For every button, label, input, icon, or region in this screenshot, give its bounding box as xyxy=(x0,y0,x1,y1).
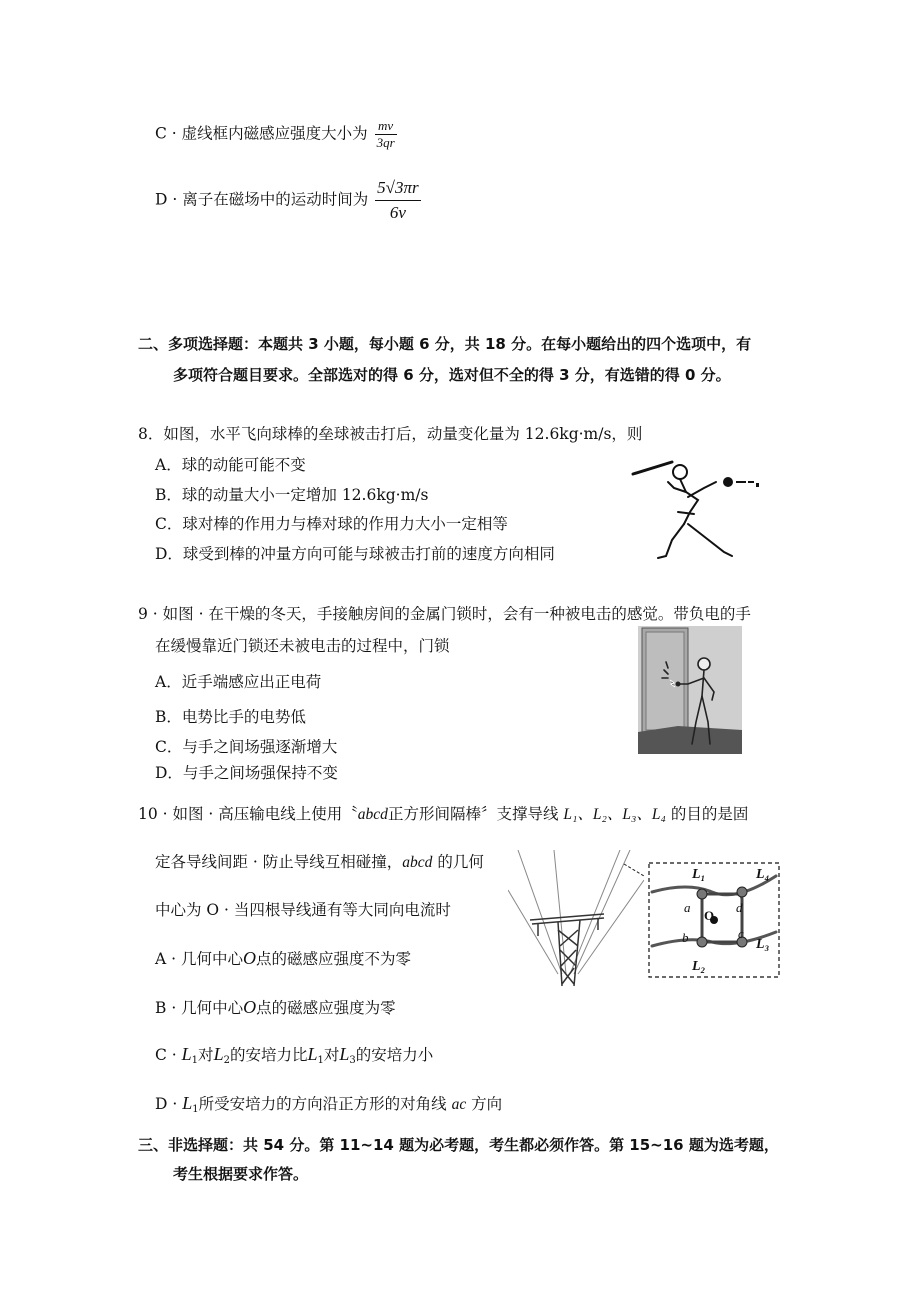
transmission-tower-figure xyxy=(508,850,644,986)
q10-c-l3: L xyxy=(307,1044,318,1064)
q7-option-c-text: C · 虚线框内磁感应强度大小为 xyxy=(155,124,368,143)
label-l2: L₂ xyxy=(692,959,706,974)
q9-stem-line2: 在缓慢靠近门锁还未被电击的过程中，门锁 xyxy=(155,637,450,655)
q10-stem-line1 xyxy=(138,804,748,825)
q9-option-c: C．与手之间场强逐渐增大 xyxy=(155,738,338,756)
q10-d-l-sub: 1 xyxy=(192,1104,199,1115)
q10-a-pre: A · 几何中心 xyxy=(155,950,243,968)
q7-option-c xyxy=(155,118,397,151)
label-c: c xyxy=(738,926,744,941)
q10-stem2-abcd: abcd xyxy=(402,854,433,871)
q7-option-d-text: D · 离子在磁场中的运动时间为 xyxy=(155,190,369,209)
q9-option-a: A．近手端感应出正电荷 xyxy=(155,673,322,691)
q10-stem-pre: 10 · 如图 · 高压输电线上使用〝 xyxy=(138,805,358,823)
q10-stem-line2 xyxy=(155,852,484,873)
q8-stem: 8．如图，水平飞向球棒的垒球被击打后，动量变化量为 12.6kg·m/s，则 xyxy=(138,425,643,443)
label-o: O xyxy=(704,908,715,923)
door-figure xyxy=(638,626,742,754)
q10-c-l1: L xyxy=(181,1044,192,1064)
q10-c-l1-sub: 1 xyxy=(191,1055,199,1066)
q10-d-t: 所受安培力的方向沿正方形的对角线 xyxy=(198,1095,447,1113)
batter-figure xyxy=(628,452,762,564)
q10-stem2-pre: 定各导线间距 · 防止导线互相碰撞， xyxy=(155,853,403,871)
q7-option-d xyxy=(155,176,421,225)
section3-line1: 三、非选择题：共 54 分。第 11~14 题为必考题，考生都必须作答。第 15~16 题为选考题， xyxy=(138,1136,779,1154)
section2-line1: 二、多项选择题：本题共 3 小题，每小题 6 分，共 18 分。在每小题给出的四个选项中，有 xyxy=(138,335,752,353)
q7-d-numerator: 5√3πr xyxy=(375,176,420,201)
q10-stem2-post: 的几何 xyxy=(437,853,484,871)
q7-option-c-fraction xyxy=(375,118,397,151)
q10-stem-line3: 中心为 O · 当四根导线通有等大同向电流时 xyxy=(155,901,451,919)
label-l3: L₃ xyxy=(756,937,770,952)
label-l4: L₄ xyxy=(756,867,770,882)
q9-option-b: B．电势比手的电势低 xyxy=(155,708,306,726)
q7-c-denominator: 3qr xyxy=(376,135,395,150)
q10-b-post: 点的磁感应强度为零 xyxy=(256,999,396,1017)
q10-c-t2: 的安培力比 xyxy=(229,1046,308,1064)
label-d: d xyxy=(736,900,743,915)
q10-stem-mid: 正方形间隔棒〞支撑导线 xyxy=(387,805,559,823)
q9-stem-line1: 9 · 如图 · 在干燥的冬天，手接触房间的金属门锁时，会有一种被电击的感觉。带负电的手 xyxy=(138,605,751,623)
q10-stem-post: 的目的是固 xyxy=(670,805,749,823)
label-l1: L₁ xyxy=(692,867,706,882)
q7-d-denominator: 6v xyxy=(389,203,406,222)
q8-option-c: C．球对棒的作用力与棒对球的作用力大小一定相等 xyxy=(155,515,508,533)
q10-option-d xyxy=(155,1093,502,1120)
q9-option-d: D．与手之间场强保持不变 xyxy=(155,764,338,782)
q10-c-l3-sub: 1 xyxy=(317,1055,324,1066)
q7-option-d-fraction xyxy=(375,176,420,225)
q10-d-pre: D · xyxy=(155,1095,178,1113)
q10-d-l: L xyxy=(182,1093,193,1113)
q10-option-c xyxy=(155,1044,433,1071)
q10-c-l4: L xyxy=(339,1044,350,1064)
section3-line2: 考生根据要求作答。 xyxy=(173,1165,309,1183)
spacer-detail-figure xyxy=(648,862,780,978)
label-a: a xyxy=(684,900,691,915)
q10-c-l2-sub: 2 xyxy=(223,1055,230,1066)
q10-b-o: O xyxy=(243,997,257,1017)
q8-option-a: A．球的动能可能不变 xyxy=(155,456,306,474)
q8-option-d: D．球受到棒的冲量方向可能与球被击打前的速度方向相同 xyxy=(155,545,555,563)
q10-option-a xyxy=(155,948,411,969)
q10-c-l2: L xyxy=(213,1044,224,1064)
q10-stem-lines: L₁、L₂、L₃、L₄ xyxy=(563,806,666,823)
q10-a-o: O xyxy=(242,948,256,968)
q10-stem-abcd: abcd xyxy=(357,806,388,823)
q10-a-post: 点的磁感应强度不为零 xyxy=(255,950,411,968)
q10-b-pre: B · 几何中心 xyxy=(155,999,244,1017)
label-b: b xyxy=(682,930,689,945)
q8-option-b: B．球的动量大小一定增加 12.6kg·m/s xyxy=(155,486,429,504)
q10-c-t4: 的安培力小 xyxy=(355,1046,434,1064)
q10-c-t3: 对 xyxy=(323,1046,340,1064)
section2-line2: 多项符合题目要求。全部选对的得 6 分，选对但不全的得 3 分，有选错的得 0 分。 xyxy=(173,366,731,384)
q10-c-l4-sub: 3 xyxy=(349,1055,356,1066)
q10-d-end: 方向 xyxy=(471,1095,503,1113)
q10-d-ac: ac xyxy=(451,1096,467,1113)
q10-c-pre: C · xyxy=(155,1046,177,1064)
q10-option-b xyxy=(155,997,396,1018)
q7-c-numerator: mv xyxy=(375,118,397,135)
q10-c-t1: 对 xyxy=(198,1046,214,1064)
